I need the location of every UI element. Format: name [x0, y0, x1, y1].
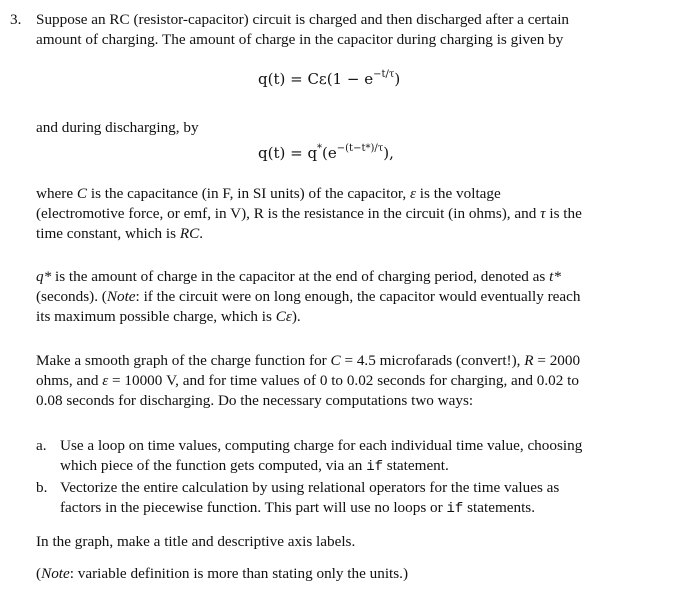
final-note-text: ( [36, 565, 42, 582]
qstar-line-3 [36, 307, 301, 327]
task-text: = 10000 V, and for time values of 0 to 0.02 seconds for charging, and 0.02 to [108, 372, 579, 389]
item-text: which piece of the function gets computed, via an [60, 457, 367, 474]
def-symbol-tau: τ [540, 205, 546, 222]
eq-discharging-exponent: −(t−t*)/τ [336, 143, 384, 154]
item-b-line-2 [60, 498, 535, 519]
item-b-line-1: Vectorize the entire calculation by using relational operators for the time values as [60, 479, 560, 496]
def-text: time constant, which is [36, 225, 180, 242]
item-text: factors in the piecewise function. This part will use no loops or [60, 499, 447, 516]
qstar-text: is the amount of charge in the capacitor at the end of charging period, denoted as [51, 268, 550, 285]
def-symbol-c: C [76, 185, 88, 202]
code-keyword: if [366, 459, 383, 475]
task-text: = 4.5 microfarads (convert!), [340, 352, 525, 369]
item-a-line-1: Use a loop on time values, computing charge for each individual time value, choosing [60, 437, 583, 454]
eq-charging-close: ) [394, 70, 401, 88]
item-a-line-2 [60, 456, 449, 477]
definitions-line-3 [36, 224, 203, 244]
eq-discharging-close: ), [383, 144, 394, 162]
item-b-letter: b. [36, 479, 48, 496]
def-symbol-rc: RC [179, 225, 200, 242]
tstar-symbol: t* [549, 268, 561, 285]
eq-charging-lhs: q(t) = [258, 70, 308, 88]
final-note-text: : variable definition is more than stating only the units.) [69, 565, 409, 582]
note-label: Note [41, 565, 70, 582]
qstar-text: (seconds). ( [36, 288, 107, 305]
item-text: statement. [383, 457, 449, 474]
task-line-2 [36, 371, 579, 391]
task-symbol-c: C [330, 352, 341, 369]
graph-note: In the graph, make a title and descriptive axis labels. [36, 533, 356, 550]
ce-symbol: Cε [275, 308, 292, 325]
def-text: is the voltage [415, 185, 501, 202]
qstar-line-2 [36, 287, 580, 307]
task-line-1 [36, 351, 580, 371]
discharging-equation [258, 142, 394, 164]
definitions-line-2 [36, 204, 582, 224]
eq-discharging-lhs: q(t) = q [258, 144, 318, 162]
def-text: where [36, 185, 77, 202]
task-symbol-epsilon: ε [102, 372, 109, 389]
task-text: Make a smooth graph of the charge function for [36, 352, 331, 369]
intro-line-2: amount of charging. The amount of charge in the capacitor during charging is given by [36, 31, 564, 48]
eq-charging-exponent: −t/τ [373, 69, 395, 80]
charging-equation [258, 68, 400, 90]
def-symbol-epsilon: ε [409, 185, 416, 202]
def-text: . [199, 225, 204, 242]
discharge-intro: and during discharging, by [36, 119, 199, 136]
def-text: is the [545, 205, 582, 222]
def-text: (electromotive force, or emf, in V), R is the resistance in the circuit (in ohms), and [36, 205, 541, 222]
intro-line-1: Suppose an RC (resistor-capacitor) circuit is charged and then discharged after a certain [36, 11, 570, 28]
problem-number: 3. [10, 11, 22, 28]
task-text: = 2000 [533, 352, 581, 369]
task-line-3: 0.08 seconds for discharging. Do the necessary computations two ways: [36, 392, 474, 409]
qstar-symbol: q* [36, 268, 52, 285]
eq-charging-body: Cε(1 − e [307, 70, 374, 88]
item-a-letter: a. [36, 437, 47, 454]
code-keyword: if [446, 501, 464, 517]
eq-discharging-star: * [317, 143, 323, 154]
final-note [36, 564, 408, 584]
definitions-line-1 [36, 184, 501, 204]
def-text: is the capacitance (in F, in SI units) of the capacitor, [87, 185, 410, 202]
qstar-text: : if the circuit were on long enough, the capacitor would eventually reach [135, 288, 581, 305]
task-symbol-r: R [524, 352, 534, 369]
qstar-text: its maximum possible charge, which is [36, 308, 276, 325]
item-text: statements. [463, 499, 536, 516]
qstar-text: ). [291, 308, 301, 325]
eq-discharging-body: (e [322, 144, 337, 162]
note-label: Note [106, 288, 136, 305]
qstar-line-1 [36, 267, 561, 287]
task-text: ohms, and [36, 372, 103, 389]
